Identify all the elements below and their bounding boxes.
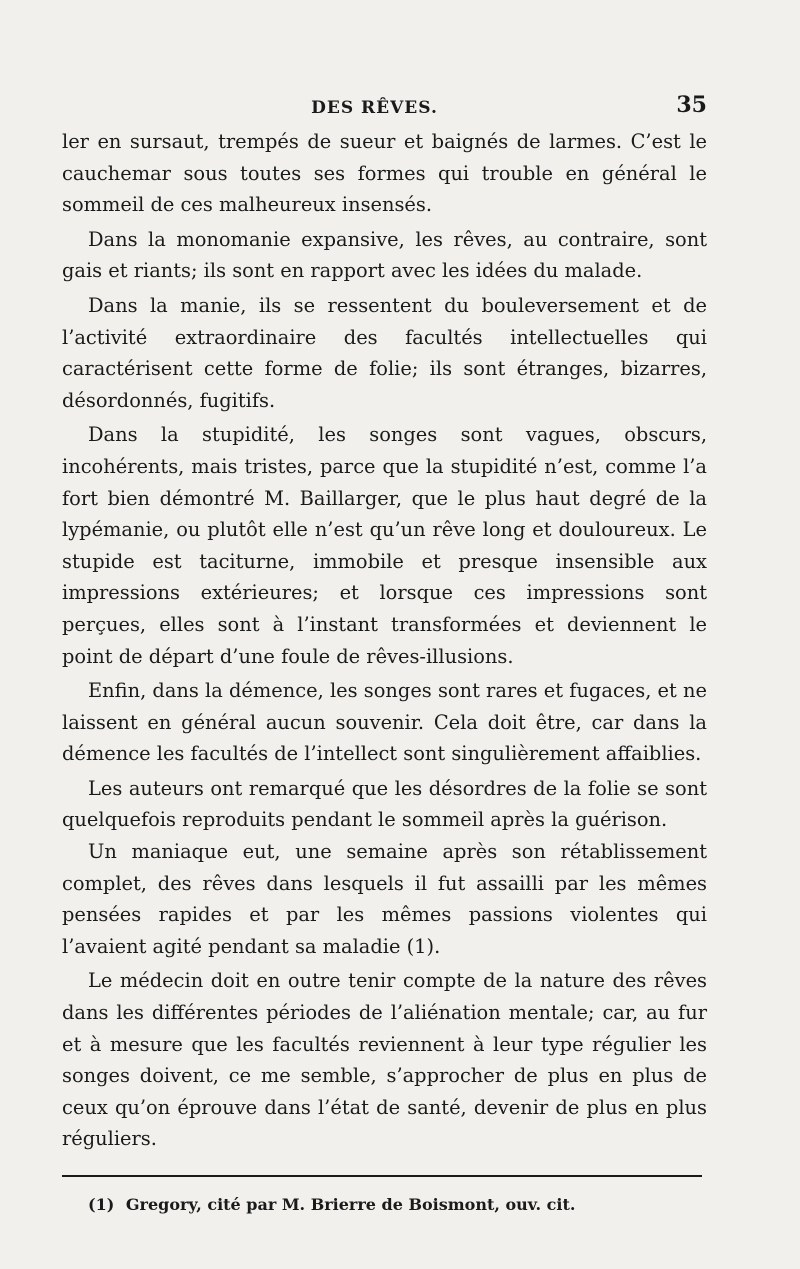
running-title: DES RÊVES. — [311, 98, 438, 118]
paragraph-5: Enfin, dans la démence, les songes sont rares et fugaces, et ne laissent en général aucun souvenir. Cela doit être, car dans la démence les facultés de l’intellect sont singulièrement affaiblies. — [62, 679, 707, 766]
footnote — [62, 1195, 707, 1214]
paragraph-2: Dans la monomanie expansive, les rêves, au contraire, sont gais et riants; ils sont en rapport avec les idées du malade. — [62, 227, 707, 283]
paragraph-1: ler en sursaut, trempés de sueur et baignés de larmes. C’est le cauchemar sous toutes ses formes qui trouble en général le sommeil de ces malheureux insensés. — [62, 130, 707, 217]
page-number: 35 — [676, 92, 707, 118]
paragraph-3: Dans la manie, ils se ressentent du bouleversement et de l’activité extraordinaire des facultés intellectuelles qui caractérisent cette forme de folie; ils sont étranges, bizarres, désordonnés, fugitifs. — [62, 293, 707, 412]
paragraph-6: Les auteurs ont remarqué que les désordres de la folie se sont quelquefois reproduits pendant le sommeil après la guérison. — [62, 776, 707, 832]
running-head — [62, 92, 707, 126]
book-page — [62, 92, 707, 1214]
footnote-rule — [62, 1175, 702, 1177]
footnote-text: Gregory, cité par M. Brierre de Boismont, ouv. cit. — [125, 1195, 576, 1214]
paragraph-8: Le médecin doit en outre tenir compte de la nature des rêves dans les différentes périodes de l’aliénation mentale; car, au fur et à mesure que les facultés reviennent à leur type régulier les songes doivent, ce me semble, s’approcher de plus en plus de ceux qu’on éprouve dans l’état de santé, devenir de plus en plus réguliers. — [62, 969, 707, 1151]
paragraph-4: Dans la stupidité, les songes sont vagues, obscurs, incohérents, mais tristes, parce que la stupidité n’est, comme l’a fort bien démontré M. Baillarger, que le plus haut degré de la lypémanie, ou plutôt elle n’est qu’un rêve long et douloureux. Le stupide est taciturne, immobile et presque insensible aux impressions extérieures; et lorsque ces impressions sont perçues, elles sont à l’instant transformées et deviennent le point de départ d’une foule de rêves-illusions. — [62, 423, 707, 668]
page-body — [62, 126, 707, 1155]
paragraph-7: Un maniaque eut, une semaine après son rétablissement complet, des rêves dans lesquels il fut assailli par les mêmes pensées rapides et par les mêmes passions violentes qui l’avaient agité pendant sa maladie (1). — [62, 840, 707, 958]
footnote-marker: (1) — [88, 1195, 115, 1214]
